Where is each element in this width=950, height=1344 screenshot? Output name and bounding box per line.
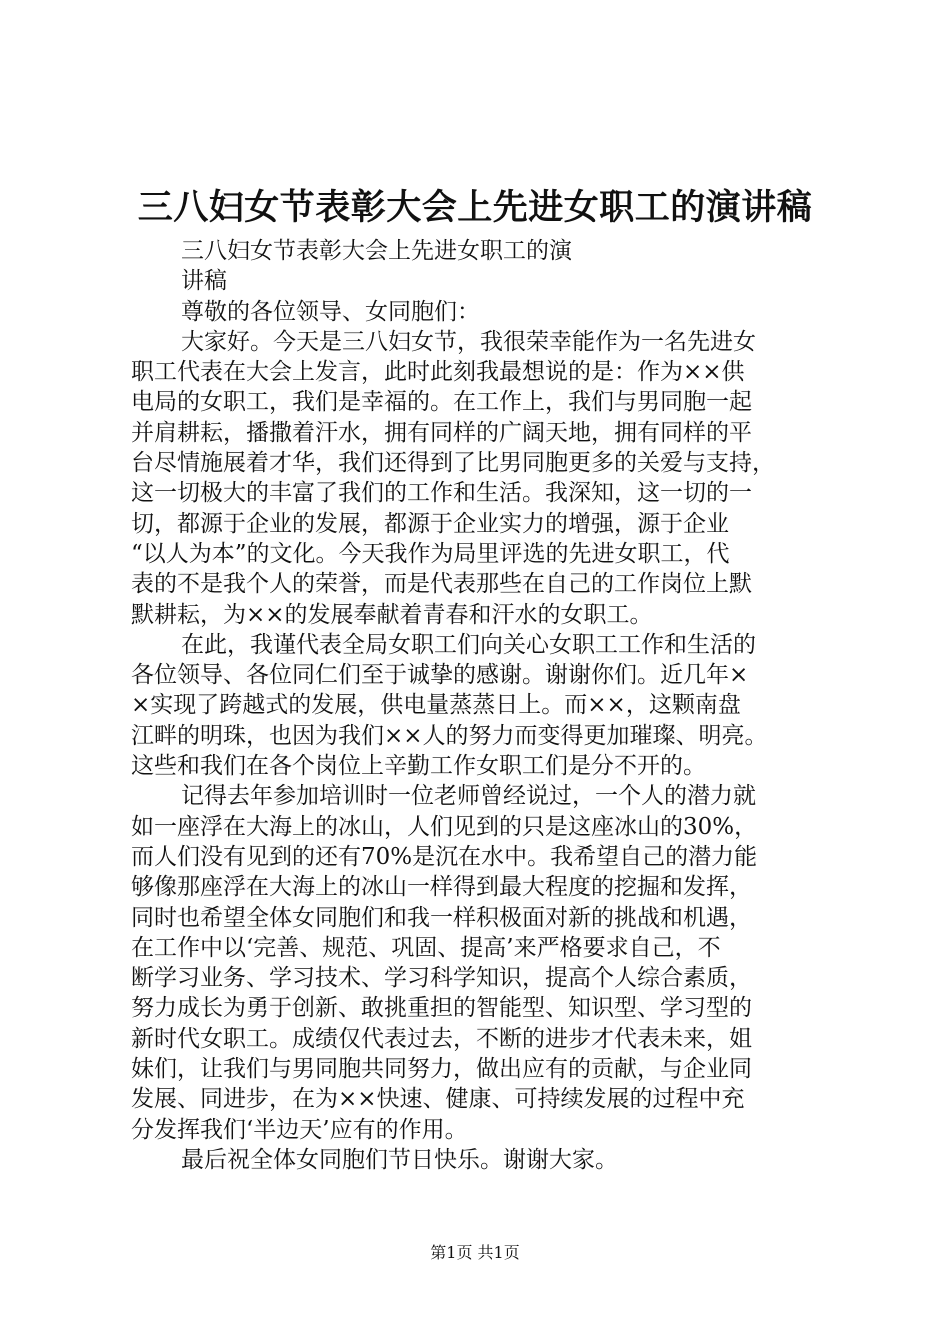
page-number-footer: 第1页 共1页	[430, 1243, 520, 1262]
paragraph-1-line: 切，都源于企业的发展，都源于企业实力的增强，源于企业	[131, 510, 729, 537]
document-title: 三八妇女节表彰大会上先进女职工的演讲稿	[137, 187, 813, 228]
paragraph-2-line: 各位领导、各位同仁们至于诚挚的感谢。谢谢你们。近几年×	[131, 662, 749, 689]
paragraph-1-line: 并肩耕耘，播撒着汗水，拥有同样的广阔天地，拥有同样的平	[131, 419, 752, 446]
paragraph-3-line: 记得去年参加培训时一位老师曾经说过，一个人的潜力就	[181, 783, 756, 810]
paragraph-2-line: ×实现了跨越式的发展，供电量蒸蒸日上。而××，这颗南盘	[131, 692, 741, 719]
document-body	[131, 236, 831, 1175]
paragraph-1-line: 默耕耘，为××的发展奉献着青春和汗水的女职工。	[131, 601, 653, 628]
paragraph-3-line: 而人们没有见到的还有70%是沉在水中。我希望自己的潜力能	[131, 843, 758, 870]
paragraph-3-line: 分发挥我们‘半边天’应有的作用。	[131, 1116, 468, 1143]
paragraph-3-line: 发展、同进步，在为××快速、健康、可持续发展的过程中充	[131, 1086, 745, 1113]
paragraph-1-line: 电局的女职工，我们是幸福的。在工作上，我们与男同胞一起	[131, 389, 752, 416]
paragraph-3-line: 断学习业务、学习技术、学习科学知识，提高个人综合素质，	[131, 965, 752, 992]
paragraph-2-line: 江畔的明珠，也因为我们××人的努力而变得更加璀璨、明亮。	[131, 722, 768, 749]
paragraph-3-line: 努力成长为勇于创新、敢挑重担的智能型、知识型、学习型的	[131, 995, 752, 1022]
paragraph-3-line: 妹们，让我们与男同胞共同努力，做出应有的贡献，与企业同	[131, 1056, 752, 1083]
closing-line: 最后祝全体女同胞们节日快乐。谢谢大家。	[181, 1146, 618, 1173]
paragraph-3-line: 够像那座浮在大海上的冰山一样得到最大程度的挖掘和发挥，	[131, 874, 752, 901]
subtitle-line-1: 三八妇女节表彰大会上先进女职工的演	[181, 238, 572, 264]
paragraph-1-line: 大家好。今天是三八妇女节，我很荣幸能作为一名先进女	[181, 328, 756, 355]
paragraph-1-line: “以人为本”的文化。今天我作为局里评选的先进女职工，代	[131, 540, 730, 567]
paragraph-1-line: 表的不是我个人的荣誉，而是代表那些在自己的工作岗位上默	[131, 571, 752, 598]
subtitle-line-2: 讲稿	[181, 268, 227, 295]
paragraph-1-line: 职工代表在大会上发言，此时此刻我最想说的是：作为××供	[131, 359, 745, 386]
paragraph-1-line: 台尽情施展着才华，我们还得到了比男同胞更多的关爱与支持，	[131, 450, 775, 477]
paragraph-2-line: 在此，我谨代表全局女职工们向关心女职工工作和生活的	[181, 631, 756, 658]
paragraph-3-line: 同时也希望全体女同胞们和我一样积极面对新的挑战和机遇，	[131, 904, 752, 931]
paragraph-2-line: 这些和我们在各个岗位上辛勤工作女职工们是分不开的。	[131, 753, 706, 780]
paragraph-3-line: 在工作中以‘完善、规范、巩固、提高’来严格要求自己，不	[131, 934, 721, 961]
paragraph-3-line: 新时代女职工。成绩仅代表过去，不断的进步才代表未来，姐	[131, 1025, 752, 1052]
paragraph-3-line: 如一座浮在大海上的冰山，人们见到的只是这座冰山的30%，	[131, 813, 758, 840]
paragraph-1-line: 这一切极大的丰富了我们的工作和生活。我深知，这一切的一	[131, 480, 752, 507]
salutation: 尊敬的各位领导、女同胞们：	[181, 298, 480, 325]
